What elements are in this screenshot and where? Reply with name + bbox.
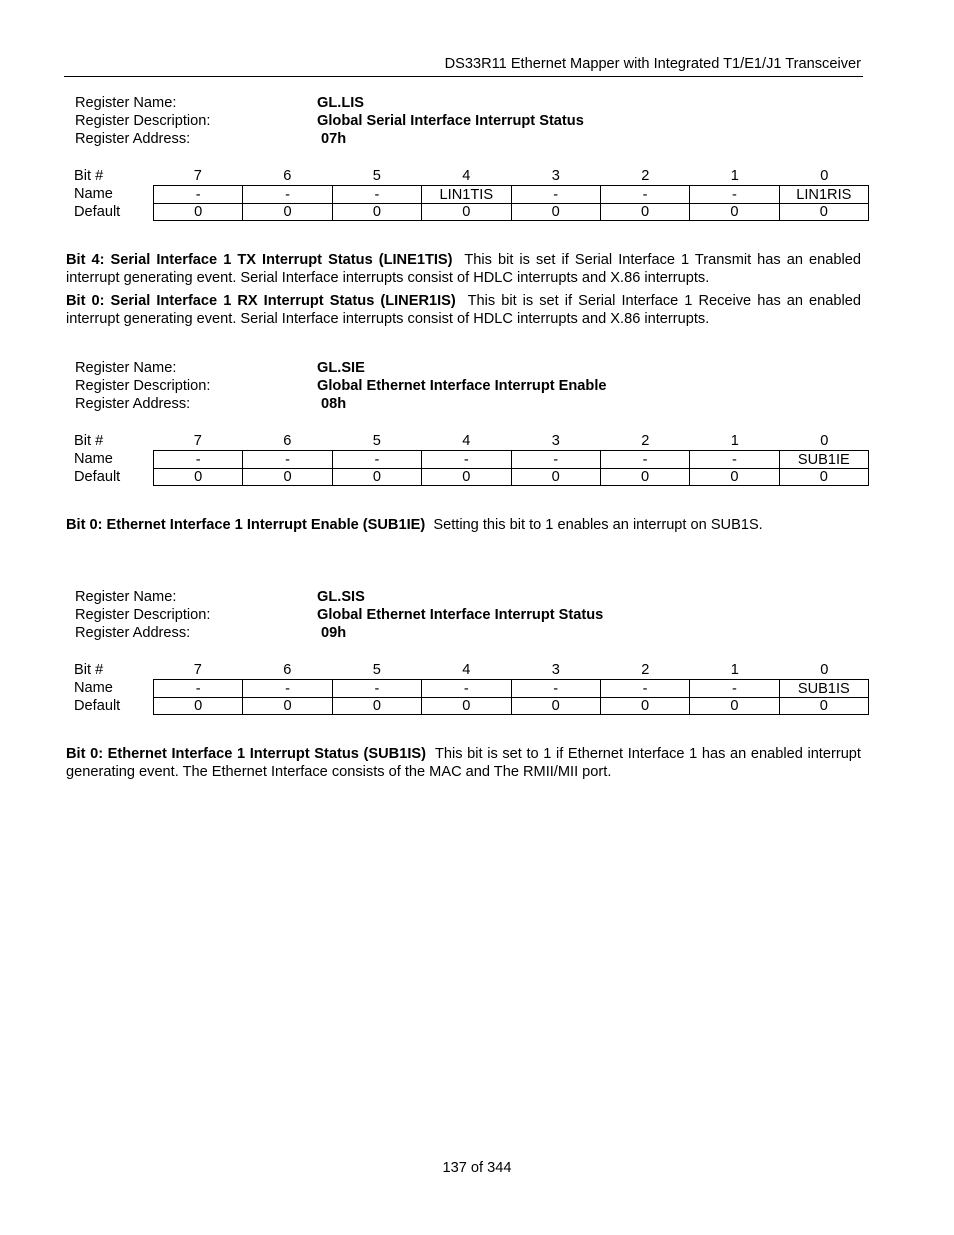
bit-default-cell: 0 bbox=[153, 697, 243, 715]
bit-description-text: This bit is set if Serial Interface 1 Transmit has an enabled interrupt generating event. Serial Interface interrupts consist of HDLC interrupts and X.86 interrupts. bbox=[66, 252, 861, 286]
bit-number-row bbox=[66, 661, 872, 679]
bit-default-cell: 0 bbox=[512, 468, 601, 486]
bit-name-cell: - bbox=[690, 185, 779, 204]
register-name-row bbox=[66, 94, 872, 112]
bit-default-cell: 0 bbox=[780, 697, 869, 715]
bit-name-cell: - bbox=[153, 679, 243, 698]
register-description-row bbox=[66, 112, 872, 130]
register-name-row bbox=[66, 588, 872, 606]
bit-number-cell: 4 bbox=[462, 168, 471, 184]
bit-default-cell: 0 bbox=[333, 697, 422, 715]
bit-description-title: Bit 0: Serial Interface 1 RX Interrupt Status (LINER1IS) bbox=[66, 293, 456, 309]
bit-default-cell: 0 bbox=[333, 468, 422, 486]
register-address-value: 09h bbox=[321, 625, 347, 641]
register-description-label: Register Description: bbox=[75, 607, 211, 623]
bit-number-cell: 7 bbox=[193, 433, 202, 449]
bit-name-cell: - bbox=[422, 679, 511, 698]
register-address-row bbox=[66, 624, 872, 642]
bit-number-label: Bit # bbox=[74, 662, 104, 678]
register-description-value: Global Serial Interface Interrupt Status bbox=[317, 113, 584, 129]
bit-default-cell: 0 bbox=[422, 468, 511, 486]
bit-name-cell: - bbox=[690, 679, 779, 698]
bit-number-cell: 5 bbox=[372, 662, 381, 678]
bit-name-cell: - bbox=[333, 679, 422, 698]
page-number: 137 of 344 bbox=[442, 1160, 512, 1176]
register-name-value: GL.LIS bbox=[317, 95, 365, 111]
bit-name-cell: - bbox=[512, 679, 601, 698]
bit-default-cell: 0 bbox=[601, 203, 690, 221]
bit-table bbox=[66, 432, 872, 486]
bit-default-row bbox=[66, 468, 872, 486]
register-description-label: Register Description: bbox=[75, 113, 211, 129]
bit-name-row bbox=[66, 679, 872, 697]
bit-default-cell: 0 bbox=[153, 203, 243, 221]
bit-default-row bbox=[66, 203, 872, 221]
bit-number-row bbox=[66, 167, 872, 185]
bit-name-cell: - bbox=[422, 450, 511, 469]
bit-name-cell: - bbox=[601, 450, 690, 469]
bit-number-cell: 5 bbox=[372, 433, 381, 449]
bit-number-cell: 4 bbox=[462, 662, 471, 678]
bit-number-cell: 0 bbox=[820, 433, 829, 449]
bit-default-label: Default bbox=[74, 204, 121, 220]
bit-default-cell: 0 bbox=[780, 468, 869, 486]
bit-default-cell: 0 bbox=[422, 203, 511, 221]
bit-name-cell: LIN1RIS bbox=[780, 185, 869, 204]
register-address-label: Register Address: bbox=[75, 625, 191, 641]
register-address-value: 08h bbox=[321, 396, 347, 412]
bit-default-cell: 0 bbox=[243, 697, 332, 715]
bit-name-cell: - bbox=[512, 185, 601, 204]
bit-description bbox=[66, 251, 861, 287]
bit-default-cell: 0 bbox=[512, 697, 601, 715]
bit-default-cell: 0 bbox=[243, 203, 332, 221]
bit-default-cell: 0 bbox=[690, 468, 779, 486]
bit-default-cell: 0 bbox=[512, 203, 601, 221]
bit-number-cell: 6 bbox=[283, 433, 292, 449]
bit-name-label: Name bbox=[74, 186, 113, 202]
bit-number-cell: 4 bbox=[462, 433, 471, 449]
bit-name-cell: - bbox=[243, 185, 332, 204]
bit-number-cell: 0 bbox=[820, 662, 829, 678]
bit-description bbox=[66, 292, 861, 328]
bit-table bbox=[66, 167, 872, 221]
register-block-gl-sie bbox=[66, 359, 872, 485]
bit-name-label: Name bbox=[74, 451, 113, 467]
bit-description-text: This bit is set if Serial Interface 1 Receive has an enabled interrupt generating event. Serial Interface interrupts consist of HDLC interrupts and X.86 interrupts. bbox=[66, 293, 861, 327]
bit-name-cell: - bbox=[153, 450, 243, 469]
bit-default-cell: 0 bbox=[690, 697, 779, 715]
bit-default-label: Default bbox=[74, 469, 121, 485]
bit-default-row bbox=[66, 697, 872, 715]
register-description-row bbox=[66, 377, 872, 395]
bit-name-cell: - bbox=[690, 450, 779, 469]
bit-number-label: Bit # bbox=[74, 433, 104, 449]
bit-default-cell: 0 bbox=[422, 697, 511, 715]
bit-description-title: Bit 0: Ethernet Interface 1 Interrupt Status (SUB1IS) bbox=[66, 746, 426, 762]
bit-name-label: Name bbox=[74, 680, 113, 696]
register-address-row bbox=[66, 130, 872, 148]
register-name-label: Register Name: bbox=[75, 360, 177, 376]
register-description-value: Global Ethernet Interface Interrupt Enable bbox=[317, 378, 607, 394]
bit-number-row bbox=[66, 432, 872, 450]
bit-number-cell: 1 bbox=[730, 433, 739, 449]
bit-name-cell: SUB1IE bbox=[780, 450, 869, 469]
bit-default-cell: 0 bbox=[601, 697, 690, 715]
bit-default-cell: 0 bbox=[153, 468, 243, 486]
bit-description-title: Bit 4: Serial Interface 1 TX Interrupt Status (LINE1TIS) bbox=[66, 252, 453, 268]
header-divider bbox=[64, 76, 863, 77]
bit-name-cell: LIN1TIS bbox=[422, 185, 511, 204]
bit-name-cell: - bbox=[153, 185, 243, 204]
register-address-label: Register Address: bbox=[75, 396, 191, 412]
bit-number-cell: 7 bbox=[193, 662, 202, 678]
bit-default-cell: 0 bbox=[601, 468, 690, 486]
bit-default-label: Default bbox=[74, 698, 121, 714]
bit-name-cell: - bbox=[512, 450, 601, 469]
bit-number-cell: 7 bbox=[193, 168, 202, 184]
bit-description bbox=[66, 516, 861, 534]
bit-description-text: Setting this bit to 1 enables an interrupt on SUB1S. bbox=[433, 517, 763, 533]
register-address-row bbox=[66, 395, 872, 413]
bit-name-cell: - bbox=[243, 679, 332, 698]
register-address-label: Register Address: bbox=[75, 131, 191, 147]
bit-number-cell: 6 bbox=[283, 662, 292, 678]
bit-default-cell: 0 bbox=[690, 203, 779, 221]
bit-number-cell: 3 bbox=[551, 168, 560, 184]
bit-number-cell: 3 bbox=[551, 662, 560, 678]
bit-description-title: Bit 0: Ethernet Interface 1 Interrupt Enable (SUB1IE) bbox=[66, 517, 426, 533]
bit-number-cell: 2 bbox=[641, 662, 650, 678]
register-name-value: GL.SIE bbox=[317, 360, 365, 376]
bit-number-cell: 1 bbox=[730, 168, 739, 184]
bit-name-cell: - bbox=[333, 450, 422, 469]
bit-number-cell: 6 bbox=[283, 168, 292, 184]
bit-name-cell: - bbox=[333, 185, 422, 204]
bit-number-cell: 3 bbox=[551, 433, 560, 449]
register-description-label: Register Description: bbox=[75, 378, 211, 394]
bit-name-row bbox=[66, 185, 872, 203]
bit-number-cell: 2 bbox=[641, 433, 650, 449]
bit-table bbox=[66, 661, 872, 715]
register-name-label: Register Name: bbox=[75, 95, 177, 111]
register-name-label: Register Name: bbox=[75, 589, 177, 605]
bit-number-cell: 2 bbox=[641, 168, 650, 184]
register-name-row bbox=[66, 359, 872, 377]
bit-name-cell: - bbox=[601, 185, 690, 204]
bit-number-cell: 1 bbox=[730, 662, 739, 678]
bit-default-cell: 0 bbox=[243, 468, 332, 486]
bit-name-cell: - bbox=[601, 679, 690, 698]
bit-name-cell: SUB1IS bbox=[780, 679, 869, 698]
bit-name-cell: - bbox=[243, 450, 332, 469]
bit-number-cell: 0 bbox=[820, 168, 829, 184]
bit-name-row bbox=[66, 450, 872, 468]
register-block-gl-lis bbox=[66, 94, 872, 220]
bit-default-cell: 0 bbox=[780, 203, 869, 221]
bit-number-cell: 5 bbox=[372, 168, 381, 184]
document-title: DS33R11 Ethernet Mapper with Integrated T1/E1/J1 Transceiver bbox=[444, 56, 861, 72]
bit-number-label: Bit # bbox=[74, 168, 104, 184]
register-name-value: GL.SIS bbox=[317, 589, 365, 605]
register-block-gl-sis bbox=[66, 588, 872, 714]
bit-default-cell: 0 bbox=[333, 203, 422, 221]
register-description-value: Global Ethernet Interface Interrupt Status bbox=[317, 607, 604, 623]
bit-description-text: This bit is set to 1 if Ethernet Interface 1 has an enabled interrupt generating event. The Ethernet Interface consists of the MAC and The RMII/MII port. bbox=[66, 746, 861, 780]
bit-description bbox=[66, 745, 861, 781]
register-description-row bbox=[66, 606, 872, 624]
register-address-value: 07h bbox=[321, 131, 347, 147]
